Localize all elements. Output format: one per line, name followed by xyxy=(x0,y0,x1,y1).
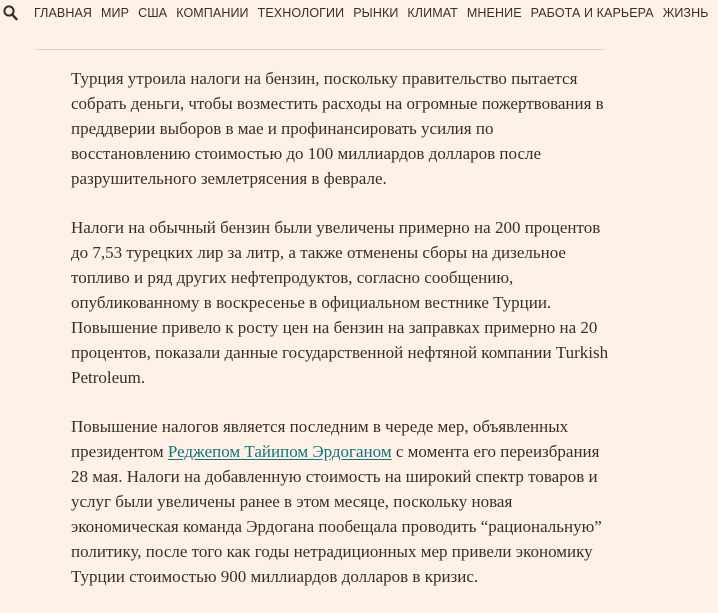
nav-item-tech[interactable]: ТЕХНОЛОГИИ xyxy=(257,6,345,20)
article-paragraph-1: Турция утроила налоги на бензин, поскольку правительство пытается собрать деньги, чтобы возместить расходы на огромные пожертвования в преддверии выборов в мае и профинансировать усилия по восстановлению стоимостью до 100 миллиардов долларов после разрушительного землетрясения в феврале. xyxy=(71,69,604,188)
article-divider xyxy=(35,49,605,50)
erdogan-link[interactable]: Реджепом Тайипом Эрдоганом xyxy=(167,442,392,461)
nav-item-work-careers[interactable]: РАБОТА И КАРЬЕРА xyxy=(530,6,654,20)
nav-item-opinion[interactable]: МНЕНИЕ xyxy=(466,6,522,20)
nav-item-world[interactable]: МИР xyxy=(101,6,130,20)
nav-item-life[interactable]: ЖИЗНЬ xyxy=(662,6,709,20)
top-navigation xyxy=(0,0,709,26)
paragraph-3-text-before: Повышение налогов является последним в череде мер, объявленных президентом xyxy=(71,417,569,461)
nav-item-us[interactable]: США xyxy=(138,6,168,20)
search-icon xyxy=(3,5,18,21)
nav-item-climate[interactable]: КЛИМАТ xyxy=(407,6,458,20)
nav-items xyxy=(34,6,718,20)
nav-item-companies[interactable]: КОМПАНИИ xyxy=(176,6,249,20)
paragraph-3-text-after: с момента его переизбрания 28 мая. Налоги на добавленную стоимость на широкий спектр товаров и услуг были увеличены ранее в этом месяце, поскольку новая экономическая команда Эрдогана пообещала проводить “рациональную” политику, после того как годы нетрадиционных мер привели экономику Турции стоимостью 900 миллиардов долларов в кризис. xyxy=(71,442,602,586)
article-paragraph-3 xyxy=(71,414,611,589)
search-button[interactable] xyxy=(2,4,18,22)
article-paragraph-2: Налоги на обычный бензин были увеличены примерно на 200 процентов до 7,53 турецких лир за литр, а также отменены сборы на дизельное топливо и ряд других нефтепродуктов, согласно сообщению, опубликованному в воскресенье в официальном вестнике Турции. Повышение привело к росту цен на бензин на заправках примерно на 20 процентов, показали данные государственной нефтяной компании Turkish Petroleum. xyxy=(71,218,609,387)
article-body xyxy=(71,66,611,613)
nav-item-home[interactable]: ГЛАВНАЯ xyxy=(34,6,93,20)
nav-item-markets[interactable]: РЫНКИ xyxy=(353,6,399,20)
